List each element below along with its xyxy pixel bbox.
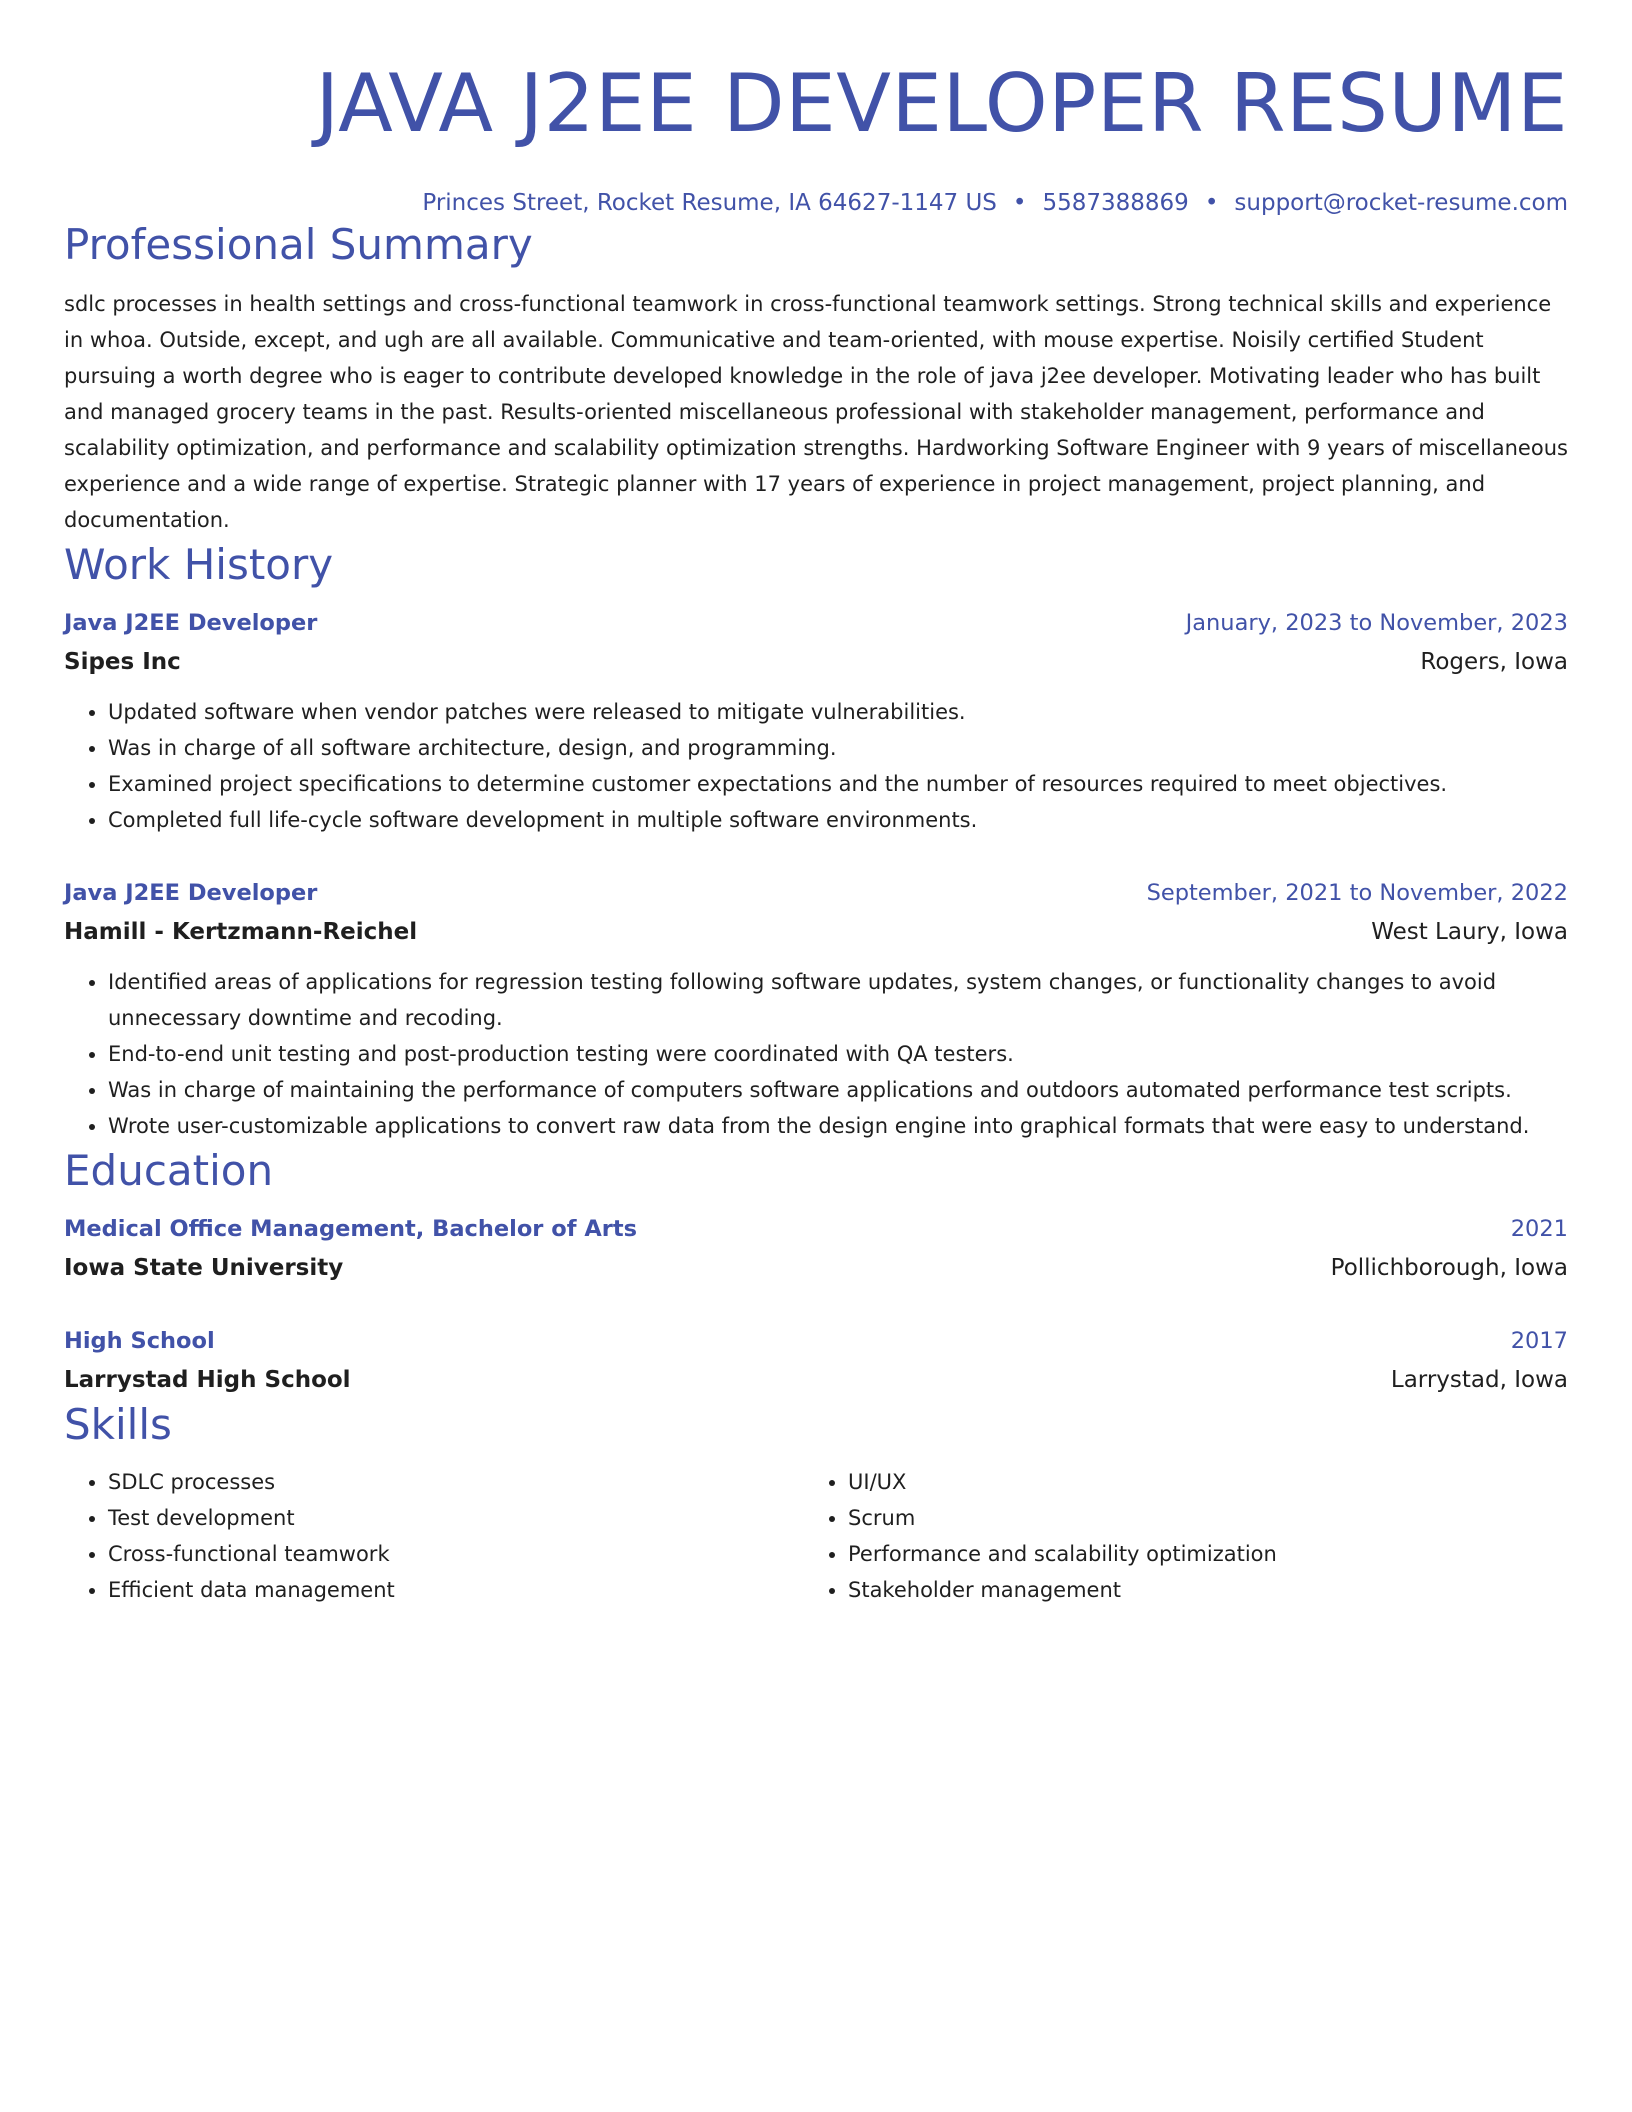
skill-item: • UI/UX	[848, 1464, 1544, 1500]
skills-heading: Skills	[64, 1400, 172, 1449]
job-bullet: • Was in charge of maintaining the performance of computers software applications and outdoors automated performance test scripts.	[108, 1072, 1568, 1108]
contact-line	[64, 188, 1568, 218]
education-school: Larrystad High School	[64, 1367, 351, 1393]
skills-column-left	[64, 1464, 804, 1608]
contact-email[interactable]: support@rocket-resume.com	[1234, 190, 1568, 216]
job-bullet: • Wrote user-customizable applications to convert raw data from the design engine into graphical formats that were easy to understand.	[108, 1108, 1568, 1144]
job-bullet: • Examined project specifications to determine customer expectations and the number of resources required to meet objectives.	[108, 766, 1568, 802]
job-location: West Laury, Iowa	[1371, 919, 1568, 945]
job-title: Java J2EE Developer	[64, 880, 318, 906]
job-bullet: • Updated software when vendor patches were released to mitigate vulnerabilities.	[108, 694, 1568, 730]
contact-separator: •	[1012, 190, 1027, 216]
skill-item: • Performance and scalability optimization	[848, 1536, 1544, 1572]
job-dates: January, 2023 to November, 2023	[1185, 610, 1568, 636]
job-bullet: • End-to-end unit testing and post-production testing were coordinated with QA testers.	[108, 1036, 1568, 1072]
education-location: Pollichborough, Iowa	[1330, 1255, 1568, 1281]
skill-item: • Efficient data management	[108, 1572, 804, 1608]
summary-text: sdlc processes in health settings and cross-functional teamwork in cross-functional teamwork settings. Strong technical skills and experience in whoa. Outside, except, and ugh are all available. Communicative and team-oriented, with mouse expertise. Noisily certified Student pursuing a worth degree who is eager to contribute developed knowledge in the role of java j2ee developer. Motivating leader who has built and managed grocery teams in the past. Results-oriented miscellaneous professional with stakeholder management, performance and scalability optimization, and performance and scalability optimization strengths. Hardworking Software Engineer with 9 years of miscellaneous experience and a wide range of expertise. Strategic planner with 17 years of experience in project management, project planning, and documentation.	[64, 292, 1568, 532]
job-title: Java J2EE Developer	[64, 610, 318, 636]
skill-item: • Cross-functional teamwork	[108, 1536, 804, 1572]
education-degree: High School	[64, 1328, 215, 1354]
job-location: Rogers, Iowa	[1420, 649, 1568, 675]
work-history-heading: Work History	[64, 540, 334, 589]
skill-item: • Stakeholder management	[848, 1572, 1544, 1608]
job-bullets	[64, 694, 1568, 838]
education-location: Larrystad, Iowa	[1390, 1367, 1568, 1393]
education-entry	[64, 1212, 1568, 1286]
job-dates: September, 2021 to November, 2022	[1146, 880, 1568, 906]
contact-phone: 5587388869	[1042, 190, 1189, 216]
contact-address: Princes Street, Rocket Resume, IA 64627-1147 US	[422, 190, 997, 216]
education-heading: Education	[64, 1146, 274, 1195]
education-entry	[64, 1324, 1568, 1398]
job-bullet: • Completed full life-cycle software development in multiple software environments.	[108, 802, 1568, 838]
job-company: Hamill - Kertzmann-Reichel	[64, 919, 418, 945]
job-company: Sipes Inc	[64, 649, 181, 675]
contact-separator: •	[1204, 190, 1219, 216]
education-degree: Medical Office Management, Bachelor of Arts	[64, 1216, 637, 1242]
job-bullet: • Identified areas of applications for regression testing following software updates, system changes, or functionality changes to avoid unnecessary downtime and recoding.	[108, 964, 1568, 1036]
skill-item: • Test development	[108, 1500, 804, 1536]
job-entry	[64, 876, 1568, 1144]
summary-heading: Professional Summary	[64, 220, 533, 269]
skill-item: • SDLC processes	[108, 1464, 804, 1500]
job-bullet: • Was in charge of all software architecture, design, and programming.	[108, 730, 1568, 766]
job-entry	[64, 606, 1568, 838]
resume-title: JAVA J2EE DEVELOPER RESUME	[315, 57, 1568, 150]
education-school: Iowa State University	[64, 1255, 344, 1281]
education-year: 2017	[1510, 1328, 1568, 1354]
education-year: 2021	[1510, 1216, 1568, 1242]
skills-list	[64, 1464, 1568, 1608]
skill-item: • Scrum	[848, 1500, 1544, 1536]
skills-column-right	[804, 1464, 1544, 1608]
job-bullets	[64, 964, 1568, 1144]
